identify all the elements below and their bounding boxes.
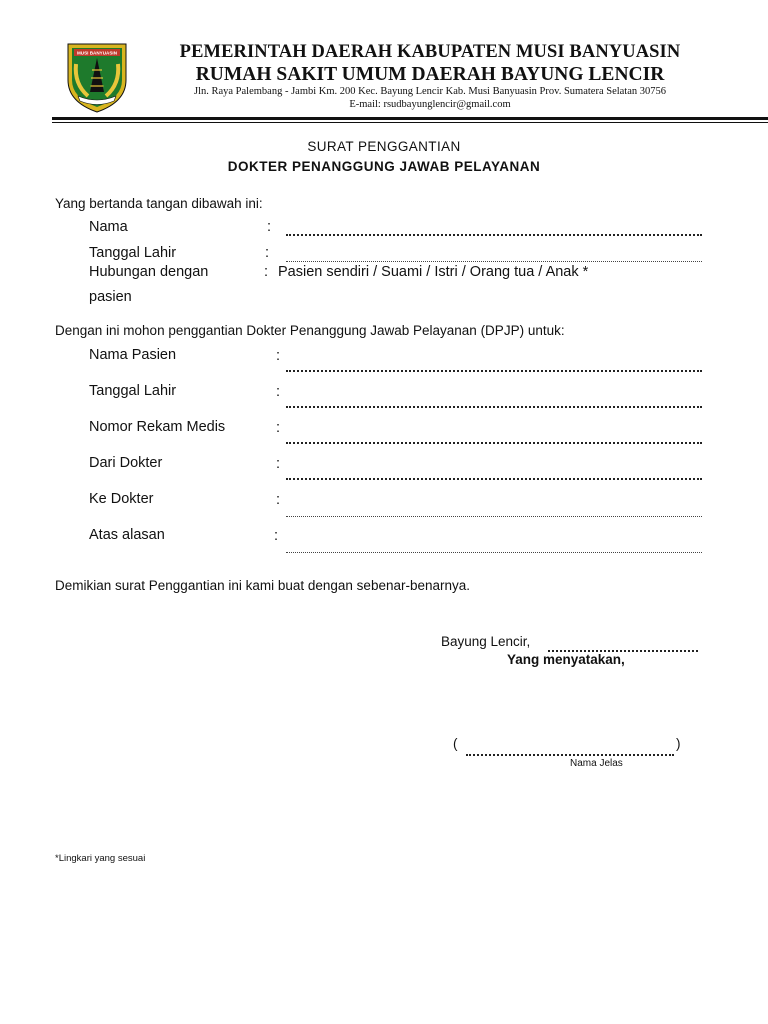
name-caption: Nama Jelas xyxy=(570,758,623,769)
from-doctor-field[interactable] xyxy=(286,478,702,480)
colon: : xyxy=(276,384,281,400)
signer-name-field[interactable] xyxy=(286,234,702,236)
to-doctor-field[interactable] xyxy=(286,516,702,517)
colon: : xyxy=(276,492,281,508)
signature-close-paren: ) xyxy=(676,736,681,751)
reason-label: Atas alasan xyxy=(89,527,165,543)
colon: : xyxy=(276,456,281,472)
patient-dob-field[interactable] xyxy=(286,406,702,408)
header-divider-thin xyxy=(52,122,768,123)
signature-name-field[interactable] xyxy=(466,754,674,756)
declarant-label: Yang menyatakan, xyxy=(507,652,625,667)
section1-intro: Yang bertanda tangan dibawah ini: xyxy=(55,196,263,211)
colon: : xyxy=(276,348,281,364)
to-doctor-label: Ke Dokter xyxy=(89,491,154,507)
signer-name-label: Nama xyxy=(89,219,128,235)
section2-intro: Dengan ini mohon penggantian Dokter Penanggung Jawab Pelayanan (DPJP) untuk: xyxy=(55,323,565,338)
medical-record-label: Nomor Rekam Medis xyxy=(89,419,226,435)
signer-dob-field[interactable] xyxy=(286,261,702,262)
relationship-label-cont: pasien xyxy=(89,289,132,305)
header-divider-thick xyxy=(52,117,768,120)
document-title: SURAT PENGGANTIAN xyxy=(307,139,461,154)
closing-statement: Demikian surat Penggantian ini kami buat dengan sebenar-benarnya. xyxy=(55,578,471,593)
signature-open-paren: ( xyxy=(453,736,458,751)
document-subtitle: DOKTER PENANGGUNG JAWAB PELAYANAN xyxy=(227,159,541,174)
colon: : xyxy=(276,420,281,436)
patient-name-field[interactable] xyxy=(286,370,702,372)
place-label: Bayung Lencir, xyxy=(441,634,531,649)
colon: : xyxy=(274,528,279,544)
footnote: *Lingkari yang sesuai xyxy=(55,853,146,864)
musi-banyuasin-emblem-icon xyxy=(62,40,132,114)
colon: : xyxy=(265,245,270,261)
letterhead-government: PEMERINTAH DAERAH KABUPATEN MUSI BANYUASIN xyxy=(179,42,681,62)
reason-field[interactable] xyxy=(286,552,702,553)
medical-record-field[interactable] xyxy=(286,442,702,444)
from-doctor-label: Dari Dokter xyxy=(89,455,163,471)
relationship-label: Hubungan dengan xyxy=(89,264,209,280)
colon: : xyxy=(267,219,272,235)
patient-name-label: Nama Pasien xyxy=(89,347,177,363)
hospital-logo xyxy=(62,40,132,114)
relationship-options[interactable]: Pasien sendiri / Suami / Istri / Orang tua / Anak * xyxy=(278,264,589,280)
colon: : xyxy=(264,264,269,280)
letterhead-address: Jln. Raya Palembang - Jambi Km. 200 Kec. Bayung Lencir Kab. Musi Banyuasin Prov. Sumatera Selatan 30756 xyxy=(193,86,667,97)
letterhead-hospital-name: RUMAH SAKIT UMUM DAERAH BAYUNG LENCIR xyxy=(195,64,665,85)
letterhead-email: E-mail: rsudbayunglencir@gmail.com xyxy=(349,99,511,110)
patient-dob-label: Tanggal Lahir xyxy=(89,383,177,399)
logo-text: MUSI BANYUASIN xyxy=(76,50,118,56)
signer-dob-label: Tanggal Lahir xyxy=(89,245,177,261)
